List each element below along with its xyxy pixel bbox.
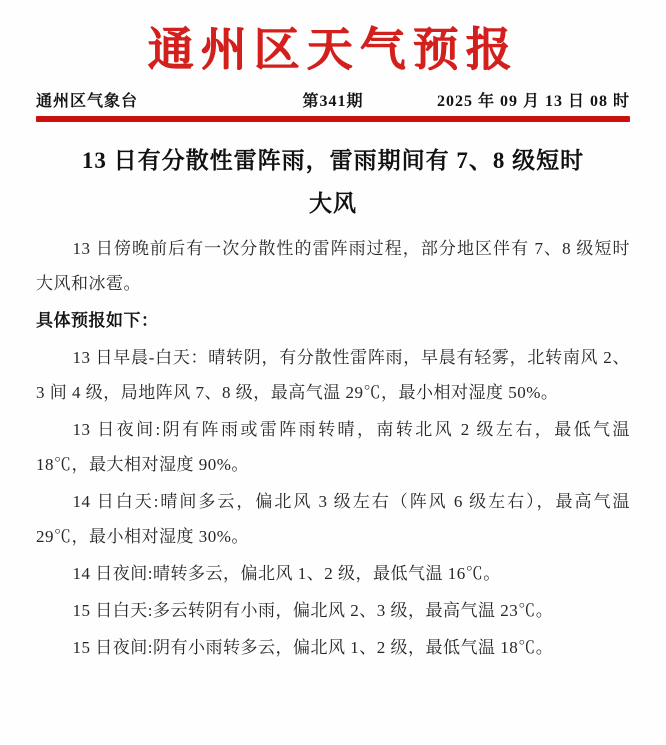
issue-number: 第341期 xyxy=(302,93,364,110)
forecast-paragraph-15-day: 15 日白天:多云转阴有小雨，偏北风 2、3 级，最高气温 23℃。 xyxy=(72,601,554,620)
forecast-paragraph-14-night: 14 日夜间:晴转多云，偏北风 1、2 级，最低气温 16℃。 xyxy=(72,564,501,583)
forecast-paragraph-14-day: 14 日白天:晴间多云，偏北风 3 级左右（阵风 6 级左右），最高气温 29℃，最小相对湿度 30%。 xyxy=(36,492,630,546)
issue-datetime: 2025 年 09 月 13 日 08 时 xyxy=(437,93,631,110)
meta-row xyxy=(36,88,630,111)
page-title: 通州区天气预报 xyxy=(147,22,519,76)
headline xyxy=(36,139,630,225)
red-divider xyxy=(36,116,630,122)
forecast-paragraph-13-day: 13 日早晨-白天：晴转阴，有分散性雷阵雨，早晨有轻雾，北转南风 2、3 间 4 级，局地阵风 7、8 级，最高气温 29℃，最小相对湿度 50%。 xyxy=(36,348,630,402)
headline-line-2: 大风 xyxy=(309,191,357,216)
issuer-label: 通州区气象台 xyxy=(36,93,139,110)
forecast-paragraph-13-night: 13 日夜间:阴有阵雨或雷阵雨转晴，南转北风 2 级左右，最低气温 18℃，最大相对湿度 90%。 xyxy=(36,420,630,474)
lead-paragraph: 13 日傍晚前后有一次分散性的雷阵雨过程，部分地区伴有 7、8 级短时大风和冰雹。 xyxy=(36,239,630,293)
headline-line-1: 13 日有分散性雷阵雨，雷雨期间有 7、8 级短时 xyxy=(81,148,585,173)
forecast-paragraph-15-night: 15 日夜间:阴有小雨转多云，偏北风 1、2 级，最低气温 18℃。 xyxy=(72,638,554,657)
section-label: 具体预报如下： xyxy=(36,311,159,330)
